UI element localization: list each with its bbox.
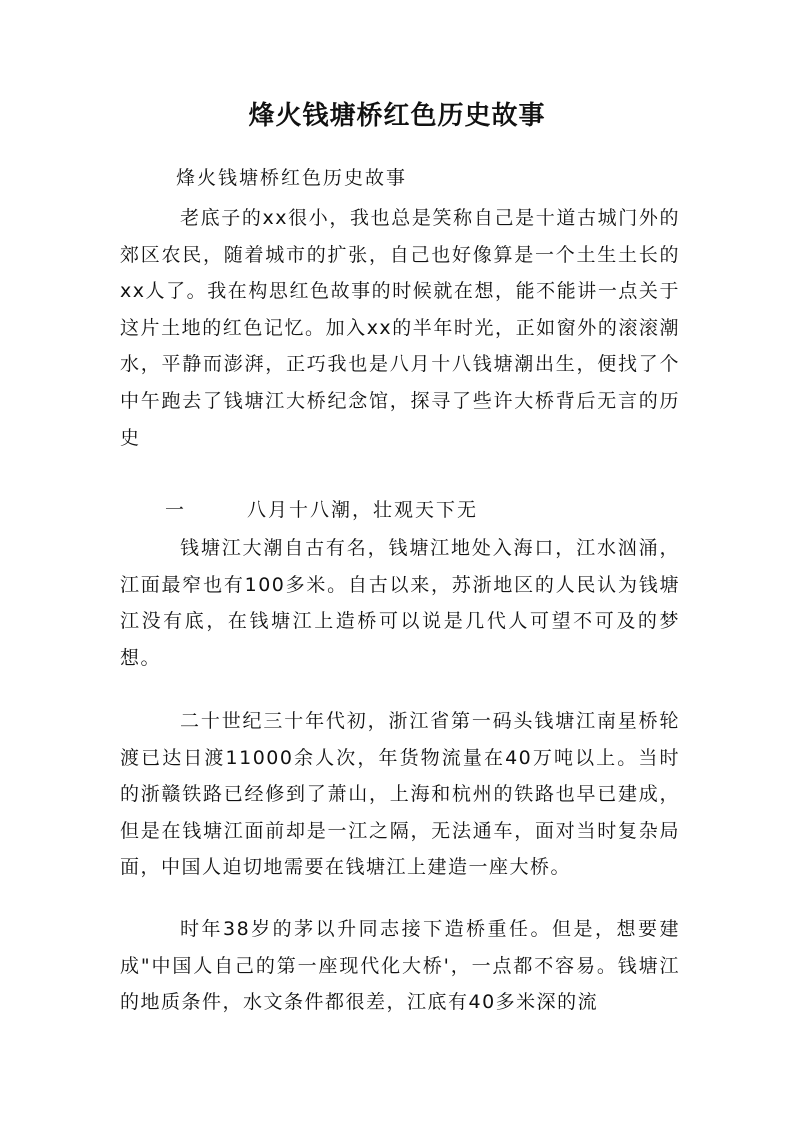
section-heading [165,492,478,528]
section-heading-number: 一 [165,499,187,521]
document-title: 烽火钱塘桥红色历史故事 [248,101,546,131]
paragraph-ferry: 二十世纪三十年代初，浙江省第一码头钱塘江南星桥轮渡已达日渡11000余人次，年货物流量在40万吨以上。当时的浙赣铁路已经修到了萧山，上海和杭州的铁路也早已建成，但是在钱塘江面前却是一江之隔，无法通车，面对当时复杂局面，中国人迫切地需要在钱塘江上建造一座大桥。 [120,710,680,879]
paragraph-intro: 老底子的xx很小，我也总是笑称自己是十道古城门外的郊区农民，随着城市的扩张，自己也好像算是一个土生土长的xx人了。我在构思红色故事的时候就在想，能不能讲一点关于这片土地的红色记忆。加入xx的半年时光，正如窗外的滚滚潮水，平静而澎湃，正巧我也是八月十八钱塘潮出生，便找了个中午跑去了钱塘江大桥纪念馆，探寻了些许大桥背后无言的历史 [120,207,680,449]
paragraph-mao-yisheng: 时年38岁的茅以升同志接下造桥重任。但是，想要建成"中国人自己的第一座现代化大桥'，一点都不容易。钱塘江的地质条件，水文条件都很差，江底有40多米深的流 [120,918,680,1014]
section-heading-text: 八月十八潮，壮观天下无 [247,499,479,521]
paragraph-tide: 钱塘江大潮自古有名，钱塘江地处入海口，江水汹涌，江面最窄也有100多米。自古以来，苏浙地区的人民认为钱塘江没有底，在钱塘江上造桥可以说是几代人可望不可及的梦想。 [120,537,680,669]
document-subtitle: 烽火钱塘桥红色历史故事 [176,167,408,189]
